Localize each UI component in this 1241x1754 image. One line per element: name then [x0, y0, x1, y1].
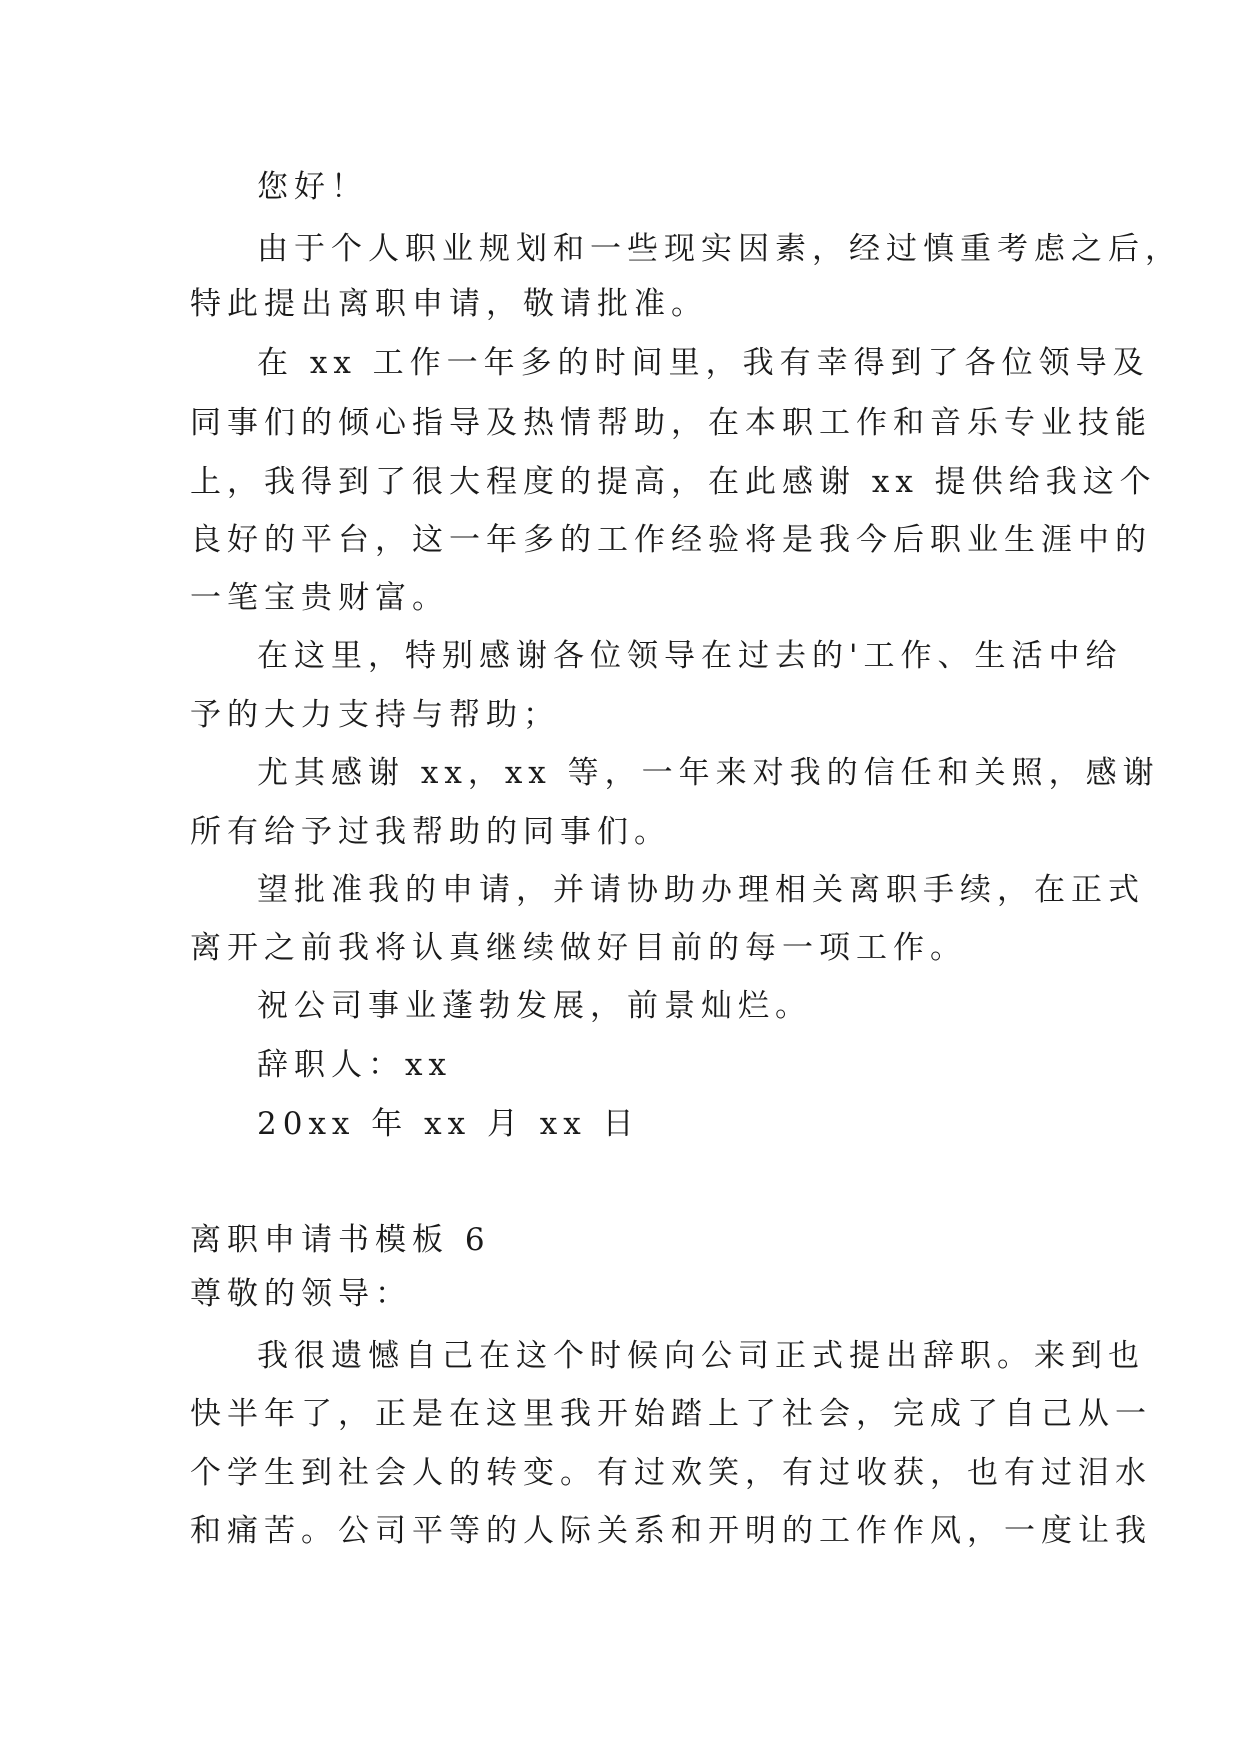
- paragraph-line: 予的大力支持与帮助；: [190, 697, 560, 733]
- paragraph-line: 所有给予过我帮助的同事们。: [190, 814, 671, 850]
- greeting: 您好！: [257, 169, 368, 205]
- paragraph-line: 上，我得到了很大程度的提高，在此感谢 xx 提供给我这个: [190, 464, 1157, 500]
- salutation: 尊敬的领导：: [190, 1276, 412, 1312]
- paragraph-line: 良好的平台，这一年多的工作经验将是我今后职业生涯中的: [190, 522, 1152, 558]
- date: 20xx 年 xx 月 xx 日: [257, 1106, 640, 1142]
- paragraph-line: 同事们的倾心指导及热情帮助，在本职工作和音乐专业技能: [190, 405, 1152, 441]
- paragraph-line: 快半年了，正是在这里我开始踏上了社会，完成了自己从一: [190, 1396, 1152, 1432]
- paragraph-line: 由于个人职业规划和一些现实因素，经过慎重考虑之后，: [257, 231, 1182, 267]
- paragraph-line: 离开之前我将认真继续做好目前的每一项工作。: [190, 930, 967, 966]
- closing-wish: 祝公司事业蓬勃发展，前景灿烂。: [257, 988, 812, 1024]
- paragraph-line: 和痛苦。公司平等的人际关系和开明的工作作风，一度让我: [190, 1513, 1152, 1549]
- paragraph-line: 我很遗憾自己在这个时候向公司正式提出辞职。来到也: [257, 1338, 1145, 1374]
- paragraph-line: 望批准我的申请，并请协助办理相关离职手续，在正式: [257, 872, 1145, 908]
- paragraph-line: 个学生到社会人的转变。有过欢笑，有过收获，也有过泪水: [190, 1455, 1152, 1491]
- paragraph-line: 在 xx 工作一年多的时间里，我有幸得到了各位领导及: [257, 345, 1150, 381]
- paragraph-line: 特此提出离职申请，敬请批准。: [190, 286, 708, 322]
- paragraph-line: 在这里，特别感谢各位领导在过去的'工作、生活中给: [257, 638, 1123, 674]
- section-title: 离职申请书模板 6: [190, 1222, 491, 1258]
- paragraph-line: 一笔宝贵财富。: [190, 580, 449, 616]
- signer: 辞职人：xx: [257, 1047, 452, 1083]
- paragraph-line: 尤其感谢 xx，xx 等，一年来对我的信任和关照，感谢: [257, 755, 1160, 791]
